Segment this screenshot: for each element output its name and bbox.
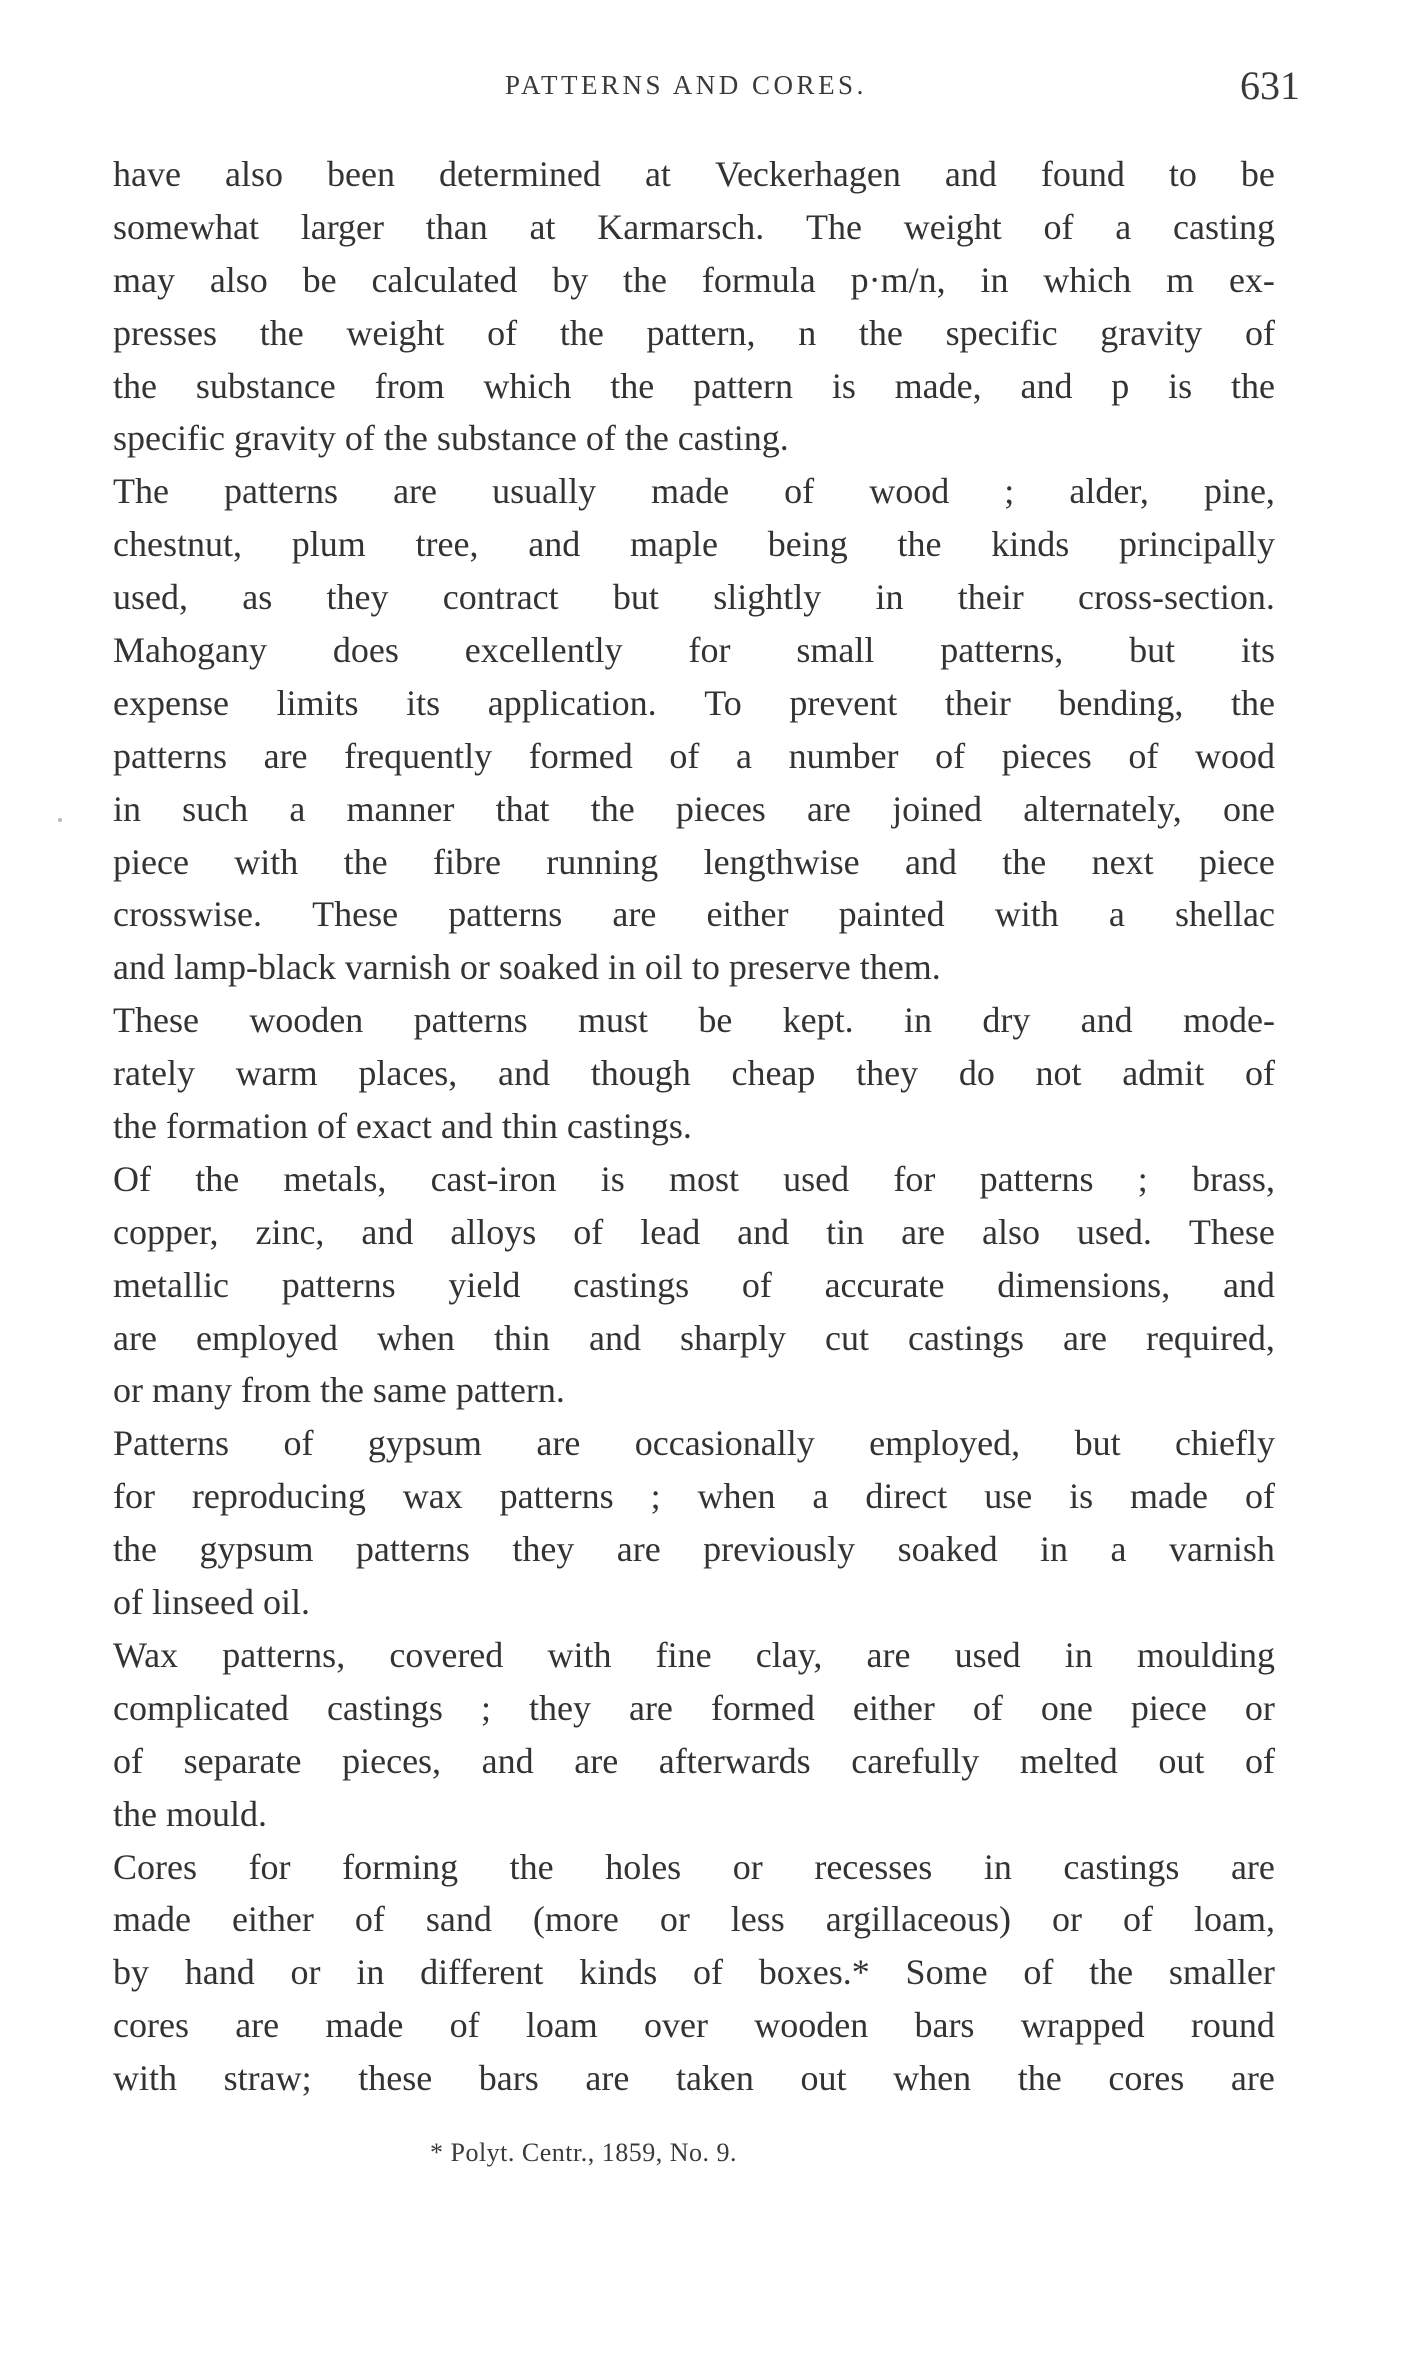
- body-text: [113, 148, 1275, 2105]
- text-line: by hand or in different kinds of boxes.* Some of the smaller: [113, 1952, 1275, 1993]
- text-line: Of the metals, cast-iron is most used for patterns ; brass,: [113, 1158, 1275, 1199]
- text-line: for reproducing wax patterns ; when a direct use is made of: [113, 1476, 1275, 1517]
- text-line: in such a manner that the pieces are joined alternately, one: [113, 788, 1275, 829]
- text-line: piece with the fibre running lengthwise and the next piece: [113, 841, 1275, 882]
- text-line: used, as they contract but slightly in their cross-section.: [113, 577, 1275, 618]
- running-head: PATTERNS AND CORES.: [505, 70, 867, 100]
- text-line: the formation of exact and thin castings.: [113, 1106, 692, 1147]
- text-line: of separate pieces, and are afterwards carefully melted out of: [113, 1740, 1275, 1781]
- text-line: somewhat larger than at Karmarsch. The weight of a casting: [113, 206, 1275, 247]
- paper-speck: [58, 818, 62, 822]
- text-line: of linseed oil.: [113, 1582, 310, 1623]
- text-line: and lamp-black varnish or soaked in oil to preserve them.: [113, 947, 941, 988]
- text-line: metallic patterns yield castings of accurate dimensions, and: [113, 1264, 1275, 1305]
- text-line: or many from the same pattern.: [113, 1370, 565, 1411]
- text-line: crosswise. These patterns are either painted with a shellac: [113, 894, 1275, 935]
- text-line: presses the weight of the pattern, n the specific gravity of: [113, 312, 1275, 353]
- text-line: Wax patterns, covered with fine clay, are used in moulding: [113, 1634, 1275, 1675]
- text-line: may also be calculated by the formula p·m/n, in which m ex-: [113, 259, 1275, 300]
- text-line: Mahogany does excellently for small patterns, but its: [113, 630, 1275, 671]
- text-line: Patterns of gypsum are occasionally employed, but chiefly: [113, 1423, 1275, 1464]
- text-line: cores are made of loam over wooden bars wrapped round: [113, 2005, 1275, 2046]
- text-line: These wooden patterns must be kept. in dry and mode-: [113, 1000, 1275, 1041]
- text-line: have also been determined at Veckerhagen and found to be: [113, 154, 1275, 194]
- text-line: specific gravity of the substance of the casting.: [113, 418, 789, 459]
- page-number: 631: [1240, 63, 1300, 108]
- text-line: rately warm places, and though cheap they do not admit of: [113, 1053, 1275, 1094]
- text-line: with straw; these bars are taken out when the cores are: [113, 2058, 1275, 2099]
- text-line: the gypsum patterns they are previously soaked in a varnish: [113, 1529, 1275, 1570]
- text-line: expense limits its application. To prevent their bending, the: [113, 682, 1275, 723]
- text-line: chestnut, plum tree, and maple being the kinds principally: [113, 524, 1275, 565]
- text-line: Cores for forming the holes or recesses in castings are: [113, 1846, 1275, 1887]
- text-line: the mould.: [113, 1793, 267, 1834]
- text-line: are employed when thin and sharply cut castings are required,: [113, 1317, 1275, 1358]
- text-line: The patterns are usually made of wood ; alder, pine,: [113, 471, 1275, 512]
- text-line: copper, zinc, and alloys of lead and tin are also used. These: [113, 1211, 1275, 1252]
- text-line: complicated castings ; they are formed either of one piece or: [113, 1687, 1275, 1728]
- page-header: [0, 62, 1410, 112]
- text-line: made either of sand (more or less argillaceous) or of loam,: [113, 1899, 1275, 1940]
- text-line: patterns are frequently formed of a number of pieces of wood: [113, 735, 1275, 776]
- text-line: the substance from which the pattern is made, and p is the: [113, 365, 1275, 406]
- footnote: * Polyt. Centr., 1859, No. 9.: [430, 2138, 738, 2167]
